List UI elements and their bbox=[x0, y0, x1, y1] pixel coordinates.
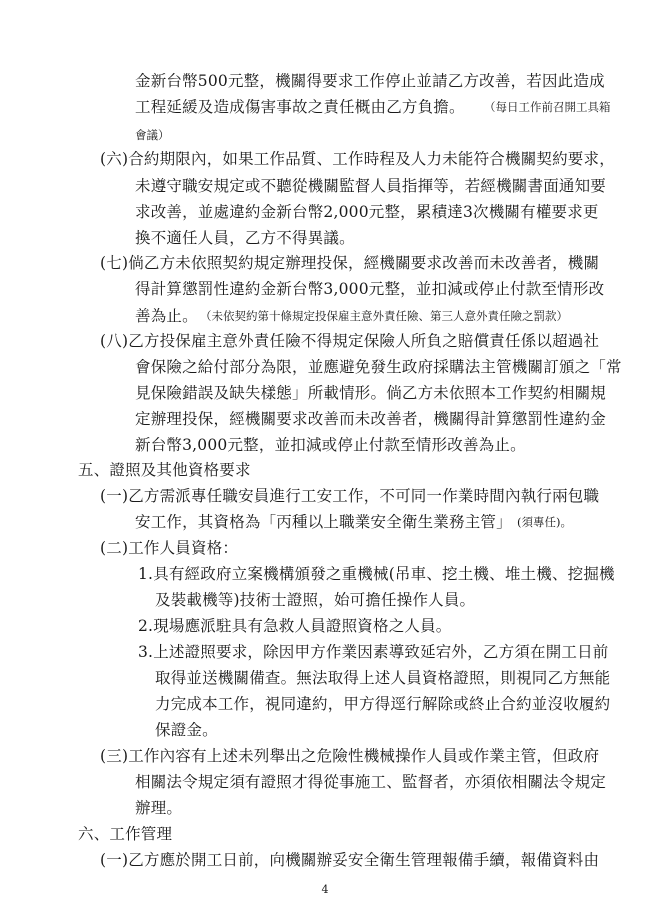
section-5-3-line-1: (三)工作內容有上述未列舉出之危險性機械操作人員或作業主管，但政府 bbox=[100, 747, 600, 765]
item-3-line-2: 取得並送機關備查。無法取得上述人員資格證照，則視同乙方無能 bbox=[155, 669, 611, 687]
section-5-1-line-2: 安工作，其資格為「丙種以上職業安全衛生業務主管」 bbox=[135, 513, 512, 531]
item-3-line-4: 保證金。 bbox=[155, 721, 218, 739]
clause-8-line-4: 定辦理投保，經機關要求改善而未改善者，機關得計算懲罰性違約金 bbox=[135, 410, 607, 428]
section-6-1-line-1: (一)乙方應於開工日前，向機關辦妥安全衛生管理報備手續，報備資料由 bbox=[100, 851, 600, 869]
clause-8-line-2: 會保險之給付部分為限，並應避免發生政府採購法主管機關訂頒之「常 bbox=[135, 358, 622, 376]
text-line-1: 金新台幣500元整，機關得要求工作停止並請乙方改善，若因此造成 bbox=[135, 72, 605, 90]
section-5-heading: 五、證照及其他資格要求 bbox=[78, 461, 251, 479]
clause-7-line-2: 得計算懲罰性違約金新台幣3,000元整，並扣減或停止付款至情形改 bbox=[135, 280, 605, 298]
clause-8-line-1: (八)乙方投保雇主意外責任險不得規定保險人所負之賠償責任係以超過社 bbox=[100, 332, 600, 350]
clause-6-line-2: 未遵守職安規定或不聽從機關監督人員指揮等，若經機關書面通知要 bbox=[135, 177, 607, 195]
item-2: 2.現場應派駐具有急救人員證照資格之人員。 bbox=[138, 617, 452, 635]
text-line-3: 會議） bbox=[135, 128, 170, 142]
clause-6-line-3: 求改善，並處違約金新台幣2,000元整，累積達3次機關有權要求更 bbox=[135, 203, 599, 221]
clause-6-line-4: 換不適任人員，乙方不得異議。 bbox=[135, 229, 355, 247]
clause-8-line-3: 見保險錯誤及缺失樣態」所載情形。倘乙方未依照本工作契約相關規 bbox=[135, 384, 607, 402]
text-line-2-note: （每日工作前召開工具箱 bbox=[484, 100, 611, 114]
clause-7-line-1: (七)倘乙方未依照契約規定辦理投保，經機關要求改善而未改善者，機關 bbox=[100, 254, 600, 272]
clause-6-line-1: (六)合約期限內，如果工作品質、工作時程及人力未能符合機關契約要求， bbox=[100, 150, 615, 168]
clause-8-line-5: 新台幣3,000元整，並扣減或停止付款至情形改善為止。 bbox=[135, 436, 526, 454]
section-5-2-heading: (二)工作人員資格： bbox=[100, 539, 239, 557]
section-5-3-line-3: 辦理。 bbox=[135, 799, 183, 817]
page-number: 4 bbox=[321, 883, 329, 896]
clause-7-line-3: 善為止。 bbox=[135, 307, 198, 325]
clause-7-note: （未依契約第十條規定投保雇主意外責任險、第三人意外責任險之罰款） bbox=[200, 309, 568, 323]
item-3-line-1: 3.上述證照要求，除因甲方作業因素導致延宕外，乙方須在開工日前 bbox=[138, 643, 609, 661]
section-5-3-line-2: 相關法令規定須有證照才得從事施工、監督者，亦須依相關法令規定 bbox=[135, 773, 607, 791]
section-5-1-note: (須專任)。 bbox=[517, 515, 572, 529]
item-1-line-1: 1.具有經政府立案機構頒發之重機械(吊車、挖土機、堆土機、挖掘機 bbox=[138, 565, 615, 583]
section-5-1-line-1: (一)乙方需派專任職安員進行工安工作，不可同一作業時間內執行兩包職 bbox=[100, 487, 600, 505]
section-6-heading: 六、工作管理 bbox=[78, 825, 173, 843]
text-line-2: 工程延緩及造成傷害事故之責任概由乙方負擔。 bbox=[135, 98, 465, 116]
item-3-line-3: 力完成本工作，視同違約，甲方得逕行解除或終止合約並沒收履約 bbox=[155, 695, 611, 713]
item-1-line-2: 及裝載機等)技術士證照，始可擔任操作人員。 bbox=[155, 591, 476, 609]
